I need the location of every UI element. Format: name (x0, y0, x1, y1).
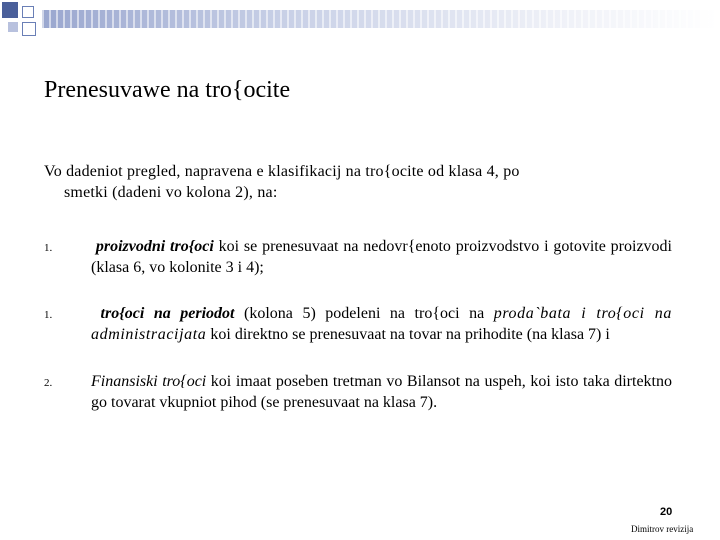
intro-paragraph (44, 161, 672, 203)
deco-square (2, 2, 18, 18)
list-number: 1. (44, 309, 53, 321)
slide-title: Prenesuvawe na tro{ocite (44, 77, 291, 103)
list-item-text (91, 303, 672, 345)
list-item-body: (kolona 5) podeleni na tro{oci na (234, 305, 494, 322)
list-item-lead: tro{oci na periodot (100, 305, 235, 322)
list-number: 2. (44, 377, 53, 389)
intro-line-1: Vo dadeniot pregled, napravena e klasifikacij na tro{ocite od klasa 4, po (44, 163, 520, 180)
list-item-body: koi se prenesuvaat na nedovr{enoto proizvodstvo i gotovite proizvodi (klasa 6, vo kolonite 3 i 4); (91, 238, 673, 276)
list-item-body: koi direktno se prenesuvaat na tovar na prihodite (na klasa 7) i (206, 326, 610, 343)
list-item-text (91, 236, 672, 278)
footer-text: Dimitrov revizija (631, 524, 694, 534)
list-item-body: koi imaat poseben tretman vo Bilansot na uspeh, koi isto taka dirtektno go tovarat vkupniot pihod (se prenesuvaat na klasa 7). (91, 373, 672, 411)
header-banner (42, 10, 718, 28)
banner-stripes (42, 10, 718, 28)
list-item-lead: proizvodni tro{oci (95, 238, 214, 255)
list-item-text (91, 371, 672, 413)
deco-square (22, 6, 34, 18)
intro-line-2: smetki (dadeni vo kolona 2), na: (64, 184, 278, 201)
list-item-italic: proda`bata i tro{oci na administracijata (91, 305, 672, 343)
deco-square (8, 22, 18, 32)
list-number: 1. (44, 242, 53, 254)
deco-square (22, 22, 36, 36)
list-item-lead: Finansiski tro{oci (91, 373, 207, 390)
page-number: 20 (660, 506, 673, 518)
